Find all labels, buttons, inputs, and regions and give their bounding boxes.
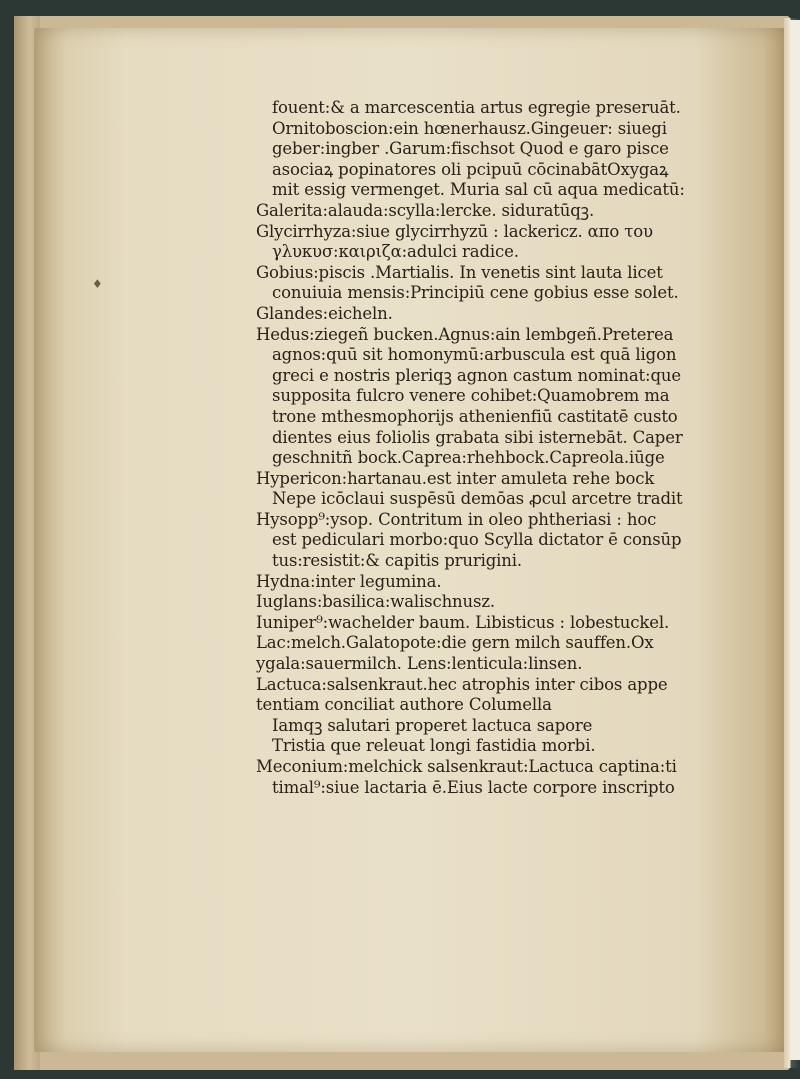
text-line: ygala:sauermilch. Lens:lenticula:linsen.	[256, 654, 583, 674]
text-line: mit essig vermenget. Muria sal cū aqua medicatū:	[272, 180, 685, 200]
margin-mark: ♦	[92, 277, 103, 291]
text-line: Tristia que releuat longi fastidia morbi.	[272, 736, 596, 756]
text-line: timal⁹:siue lactaria ē.Eius lacte corpore inscripto	[272, 777, 675, 797]
text-line: γλυκυσ:καιριζα:adulci radice.	[272, 242, 519, 262]
text-line: Galerita:alauda:scylla:lercke. siduratūqꝫ.	[256, 200, 595, 220]
text-line: asociaꝝ popinatores oli pcipuū cōcinabātOxygaꝝ	[272, 159, 669, 179]
text-line: Iamqꝫ salutari properet lactuca sapore	[272, 715, 593, 735]
text-line: Lac:melch.Galatopote:die gern milch sauffen.Ox	[256, 633, 654, 653]
text-line: greci e nostris pleriqꝫ agnon castum nominat:que	[272, 365, 681, 385]
text-line: Gobius:piscis .Martialis. In venetis sint lauta licet	[256, 262, 663, 282]
text-line: est pediculari morbo:quo Scylla dictator ē consūp	[272, 530, 682, 550]
text-line: Hypericon:hartanau.est inter amuleta rehe bock	[256, 468, 655, 488]
text-line: conuiuia mensis:Principiū cene gobius esse solet.	[272, 283, 679, 303]
text-line: fouent:& a marcescentia artus egregie preseruāt.	[272, 98, 681, 117]
text-line: Nepe icōclaui suspēsū demōas ꝓcul arcetre tradit	[272, 489, 683, 509]
text-line: geber:ingber .Garum:fischsot Quod e garo pisce	[272, 139, 669, 159]
text-line: dientes eius foliolis grabata sibi isternebāt. Caper	[272, 427, 683, 447]
text-line: Iuniper⁹:wachelder baum. Libisticus : lobestuckel.	[256, 612, 670, 632]
text-line: Hysopp⁹:ysop. Contritum in oleo phtheriasi : hoc	[256, 509, 657, 529]
text-line: Ornitoboscion:ein hœnerhausz.Gingeuer: siuegi	[272, 118, 667, 138]
text-line: Hedus:ziegeñ bucken.Agnus:ain lembgeñ.Preterea	[256, 324, 674, 344]
text-line: tentiam conciliat authore Columella	[256, 695, 552, 715]
text-line: agnos:quū sit homonymū:arbuscula est quā ligon	[272, 345, 677, 365]
text-line: Lactuca:salsenkraut.hec atrophis inter cibos appe	[256, 674, 668, 694]
text-line: Glandes:eicheln.	[256, 303, 393, 323]
text-line: Hydna:inter legumina.	[256, 571, 442, 591]
adjacent-page-strip	[790, 20, 800, 1060]
text-line: Meconium:melchick salsenkraut:Lactuca captina:ti	[256, 757, 677, 776]
text-line: supposita fulcro venere cohibet:Quamobrem ma	[272, 386, 670, 406]
body-text	[256, 98, 716, 798]
text-line: geschnitñ bock.Caprea:rhehbock.Capreola.iūge	[272, 448, 665, 468]
text-line: Iuglans:basilica:walischnusz.	[256, 592, 495, 612]
text-line: trone mthesmophorijs athenienfiū castitatē custo	[272, 406, 678, 426]
text-line: Glycirrhyza:siue glycirrhyzū : lackericz. απο του	[256, 221, 653, 241]
text-line: tus:resistit:& capitis prurigini.	[272, 551, 522, 571]
